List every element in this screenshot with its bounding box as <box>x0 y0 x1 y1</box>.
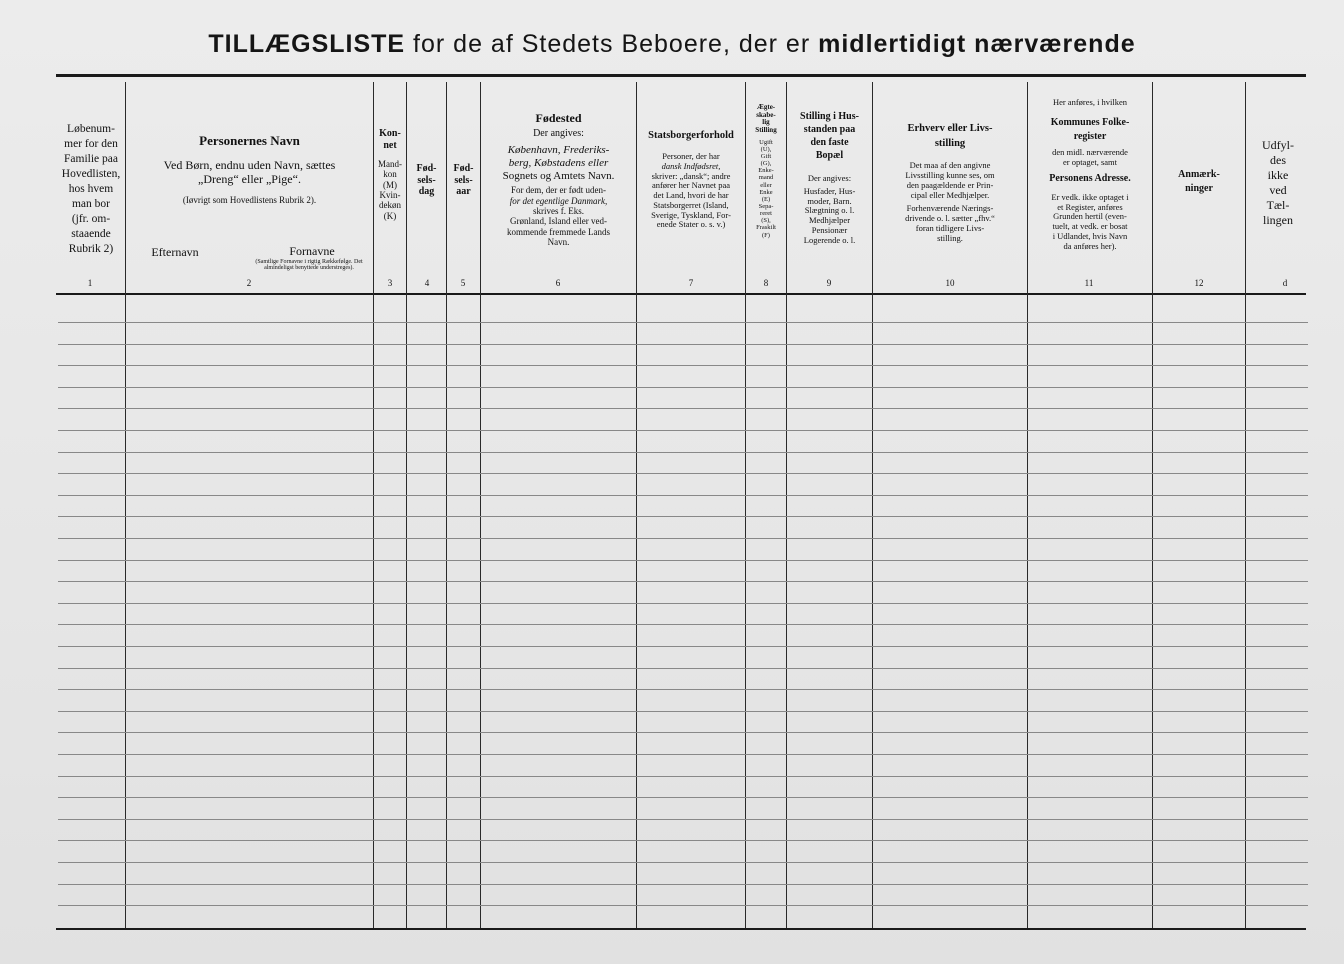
col8-line: Enke- <box>758 167 774 175</box>
column-number: d <box>1282 278 1288 288</box>
row-rule <box>58 689 1308 690</box>
col6-line: København, Frederiks- <box>507 144 610 157</box>
col7-line: det Land, hvori de har <box>653 190 729 201</box>
col10-line: foran tidligere Livs- <box>915 222 985 233</box>
col6-line: Navn. <box>547 236 570 247</box>
column-number: 10 <box>945 278 955 288</box>
col9-line: Der angives: <box>807 173 852 183</box>
col6-line: For dem, der er født uden- <box>511 185 606 196</box>
col8-line: Enke <box>759 188 773 196</box>
col8-line: Sepa- <box>758 203 774 211</box>
col2-line: (Iøvrigt som Hovedlistens Rubrik 2). <box>182 194 317 205</box>
col2-heading: Personernes Navn <box>199 133 300 148</box>
column-number: 1 <box>87 278 93 288</box>
cold-line: lingen <box>1263 213 1293 227</box>
row-rule <box>58 365 1308 366</box>
row-rule <box>58 624 1308 625</box>
col10-line: Det maa af den angivne <box>909 160 991 171</box>
col6-line: Der angives: <box>533 127 584 139</box>
col11-heading: Kommunes Folke- register <box>1050 116 1130 142</box>
title-part2: for de af Stedets Beboere, der er <box>413 30 811 58</box>
col9-line: Medhjælper <box>808 215 851 226</box>
row-rule <box>58 862 1308 863</box>
col11-heading2: Personens Adresse. <box>1049 173 1131 185</box>
col4-header: Fød- sels- dag <box>416 163 437 197</box>
col7-heading: Statsborgerforhold <box>648 130 734 141</box>
form-title <box>0 30 1344 59</box>
col11-header <box>1029 98 1151 251</box>
col10-line: Forhenværende Nærings- <box>906 203 994 214</box>
col7-line: dansk Indfødsret, <box>661 160 721 171</box>
col8-line: Ugift <box>759 138 773 146</box>
col1-line: hos hvem <box>68 182 114 195</box>
col9-header <box>787 110 872 245</box>
column-number: 2 <box>246 278 252 288</box>
col2-header <box>127 134 372 205</box>
row-rule <box>58 646 1308 647</box>
row-rule <box>58 322 1308 323</box>
column-number: 3 <box>387 278 393 288</box>
row-rule <box>58 495 1308 496</box>
col3-heading: Kon- net <box>379 128 401 151</box>
col1-line: Rubrik 2) <box>68 242 114 255</box>
row-rule <box>58 473 1308 474</box>
col2-line: Ved Børn, endnu uden Navn, sættes <box>163 157 336 172</box>
cold-header <box>1247 138 1309 228</box>
col7-line: Personer, der har <box>662 151 720 162</box>
row-rule <box>58 387 1308 388</box>
row-rule <box>58 732 1308 733</box>
col11-line: i Udlandet, hvis Navn <box>1052 230 1128 241</box>
cold-line: Udfyl- <box>1262 138 1294 152</box>
col8-heading: Ægte- skabe- lig Stilling <box>755 103 777 135</box>
col2-firstname-note: (Samtlige Fornavne i rigtig Rækkefølge. Det almindeligst benyttede understreges). <box>255 259 363 272</box>
row-rule <box>58 408 1308 409</box>
col7-line: anfører her Navnet paa <box>651 180 731 191</box>
column-number: 12 <box>1194 278 1204 288</box>
col10-line: drivende o. l. sætter „fhv.“ <box>905 213 995 224</box>
col9-line: Pensionær <box>811 224 848 235</box>
col7-line: skriver: „dansk“; andre <box>651 170 731 181</box>
row-rule <box>58 603 1308 604</box>
col12-header: Anmærk- ninger <box>1178 169 1220 194</box>
col8-line: (U), <box>760 145 772 153</box>
column-number: 7 <box>688 278 694 288</box>
row-rule <box>58 840 1308 841</box>
col6-line: for det egentlige Danmark, <box>509 195 608 206</box>
col10-line: stilling. <box>937 232 963 243</box>
col8-line: Fraskilt <box>756 224 776 232</box>
col8-line: (S), <box>761 217 771 225</box>
col3-header <box>374 128 406 221</box>
col6-header <box>482 112 635 247</box>
row-rule <box>58 884 1308 885</box>
col8-line: mand <box>758 174 774 182</box>
col9-line: Slægtning o. l. <box>804 205 855 216</box>
col11-line: Er vedk. ikke optaget i <box>1051 191 1129 202</box>
col1-line: Løbenum- <box>67 123 115 135</box>
col7-line: Statsborgerret (Island, <box>653 199 729 210</box>
col8-line: eller <box>760 181 772 189</box>
col1-line: Hovedlisten, <box>61 167 121 180</box>
cold-line: ved <box>1269 183 1287 197</box>
col1-line: (jfr. om- <box>71 212 111 225</box>
col9-line: Logerende o. l. <box>803 234 856 245</box>
col1-line: mer for den <box>64 137 118 150</box>
row-rule <box>58 581 1308 582</box>
row-rule <box>58 668 1308 669</box>
col11-line: Her anføres, i hvilken <box>1052 97 1128 107</box>
col3-line: Mand- <box>378 159 402 169</box>
col-divider <box>406 82 407 928</box>
col1-header <box>58 122 124 256</box>
col7-line: enede Stater o. s. v.) <box>656 219 726 230</box>
col7-line: Sverige, Tyskland, For- <box>651 209 731 220</box>
header-bottom-rule <box>56 293 1306 295</box>
col6-line: berg, Købstadens eller <box>508 156 609 169</box>
col9-heading: Stilling i Hus- standen paa den faste Bopæl <box>800 111 859 161</box>
column-number: 11 <box>1084 278 1094 288</box>
col10-line: den paagældende er Prin- <box>906 179 994 190</box>
col9-line: moder, Barn. <box>807 195 852 206</box>
col11-line: da anføres her). <box>1063 240 1117 251</box>
column-number: 5 <box>460 278 466 288</box>
col-divider <box>125 82 126 928</box>
col8-line: (F) <box>762 231 770 239</box>
col8-line: reret <box>760 210 772 218</box>
row-rule <box>58 905 1308 906</box>
col10-header <box>874 122 1026 244</box>
column-number: 4 <box>424 278 430 288</box>
header-top-rule <box>56 74 1306 77</box>
cold-line: Tæl- <box>1266 198 1290 212</box>
row-rule <box>58 538 1308 539</box>
col-divider <box>1152 82 1153 928</box>
col2-surname-label: Efternavn <box>151 245 199 259</box>
row-rule <box>58 819 1308 820</box>
row-rule <box>58 754 1308 755</box>
cold-line: ikke <box>1267 168 1289 182</box>
col1-line: man bor <box>71 197 110 210</box>
col1-line: staaende <box>71 227 111 240</box>
row-rule <box>58 452 1308 453</box>
col5-header: Fød- sels- aar <box>453 163 474 197</box>
cold-line: des <box>1270 153 1286 167</box>
col6-line: kommende fremmede Lands <box>507 226 610 237</box>
col11-line: den midl. nærværende <box>1052 146 1128 157</box>
col11-line: et Register, anføres <box>1057 201 1123 212</box>
col7-header <box>637 130 745 230</box>
col3-line: (K) <box>383 210 397 221</box>
row-rule <box>58 344 1308 345</box>
col10-line: Livsstilling kunne ses, om <box>905 170 995 181</box>
title-part3: midlertidigt nærværende <box>818 30 1136 58</box>
col-divider <box>446 82 447 928</box>
col8-header <box>746 104 786 239</box>
col3-line: kon <box>383 169 397 180</box>
col3-line: (M) <box>383 179 397 190</box>
col11-line: Grunden hertil (even- <box>1053 211 1127 222</box>
column-number: 6 <box>555 278 561 288</box>
column-number: 9 <box>826 278 832 288</box>
col8-line: Gift <box>760 153 772 161</box>
row-rule <box>58 560 1308 561</box>
col6-line: Grønland, Island eller ved- <box>510 216 607 227</box>
col8-line: (G), <box>760 160 772 168</box>
row-rule <box>58 797 1308 798</box>
row-rule <box>58 711 1308 712</box>
col3-line: dekøn <box>379 200 401 211</box>
col11-line: tuelt, at vedk. er bosat <box>1052 221 1128 232</box>
row-rule <box>58 430 1308 431</box>
col11-line: er optaget, samt <box>1062 156 1118 167</box>
col6-heading: Fødested <box>535 111 582 125</box>
col10-heading: Erhverv eller Livs- stilling <box>907 123 993 149</box>
col1-line: Familie paa <box>64 152 118 165</box>
col2-firstname-label: Fornavne <box>289 244 335 258</box>
col10-line: cipal eller Medhjælper. <box>910 189 990 200</box>
col8-line: (E) <box>761 195 771 203</box>
col3-line: Kvin- <box>379 190 401 201</box>
col2-line: „Dreng“ eller „Pige“. <box>198 171 301 186</box>
col9-line: Husfader, Hus- <box>803 185 856 196</box>
column-number: 8 <box>763 278 769 288</box>
row-rule <box>58 776 1308 777</box>
col6-line: Sognets og Amtets Navn. <box>502 169 615 182</box>
table-bottom-rule <box>56 928 1306 930</box>
col6-line: skrives f. Eks. <box>533 205 584 216</box>
row-rule <box>58 516 1308 517</box>
title-part1: TILLÆGSLISTE <box>208 30 406 58</box>
